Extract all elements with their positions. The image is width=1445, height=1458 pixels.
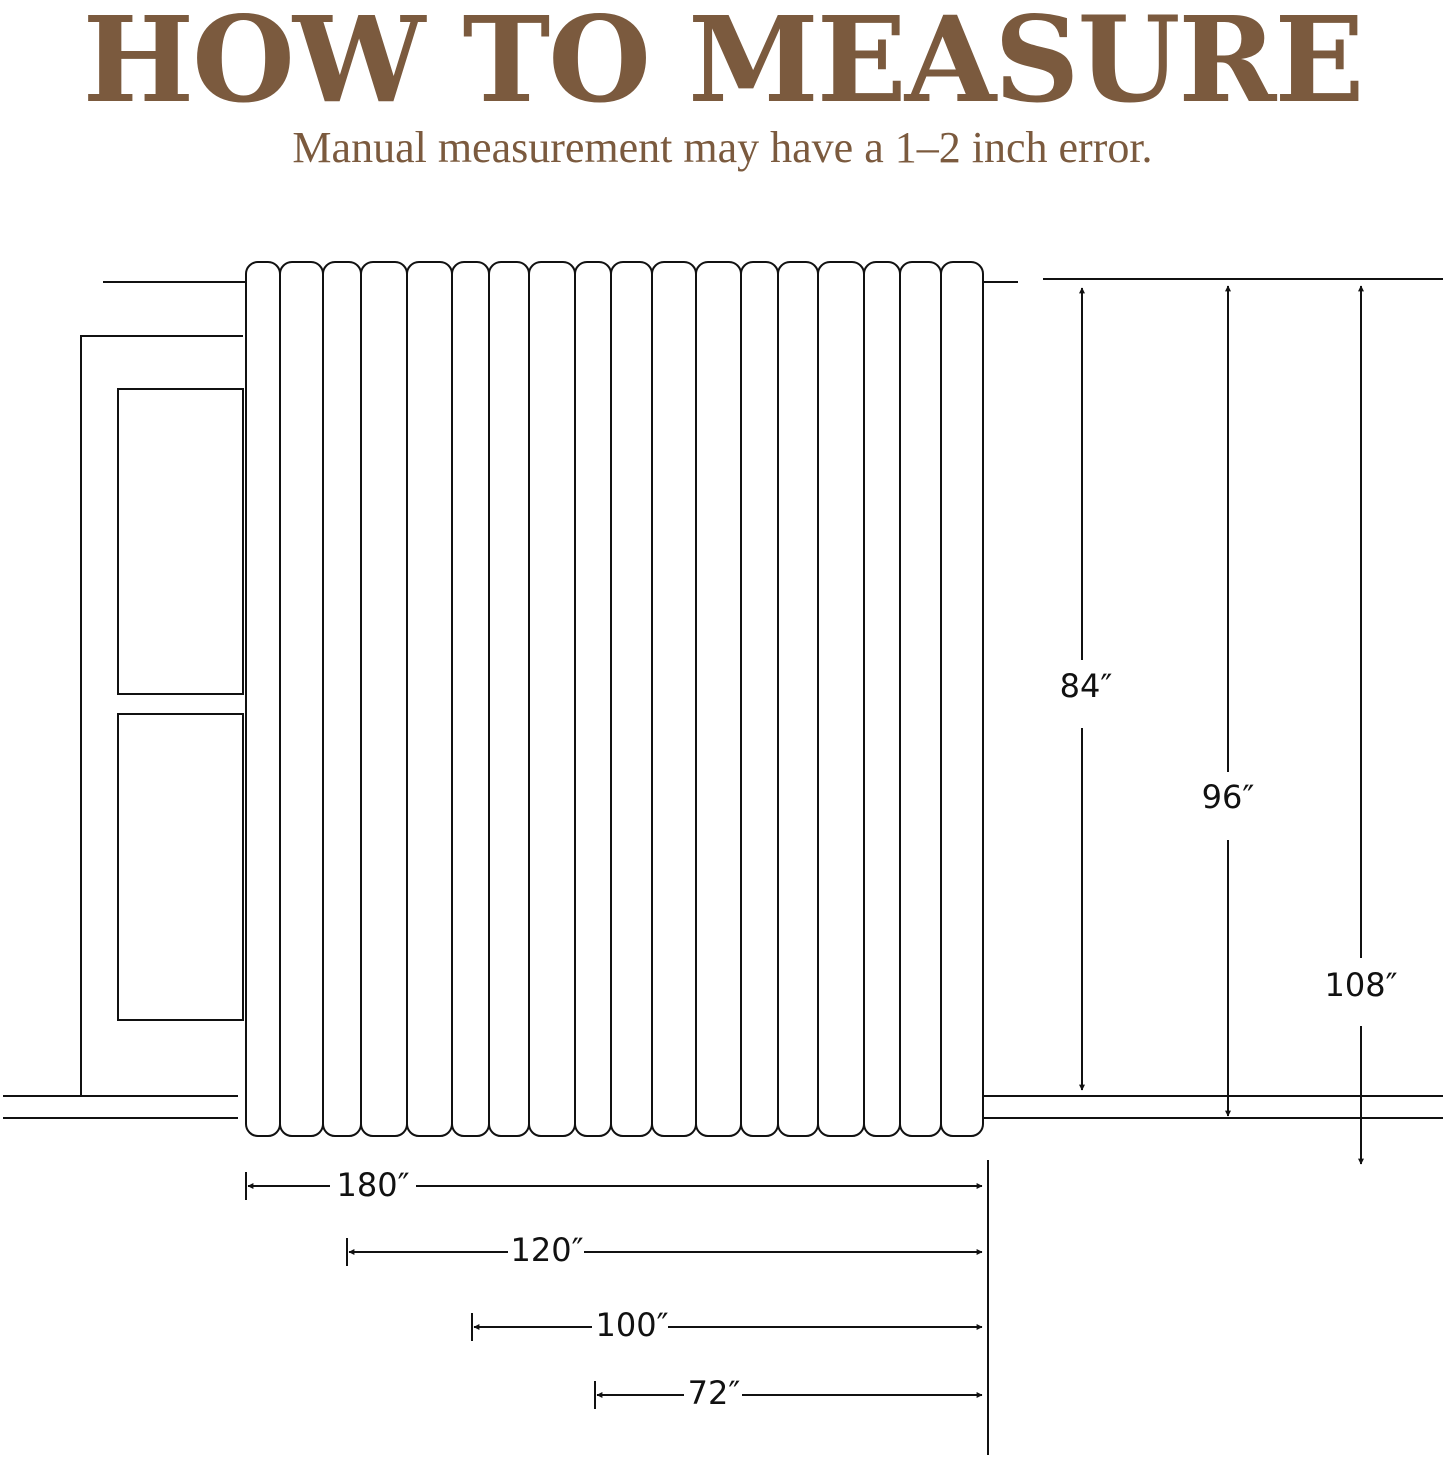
- width-dimension-120: [347, 1231, 982, 1269]
- width-dimension-180: [246, 1166, 982, 1204]
- page-subtitle: Manual measurement may have a 1–2 inch error.: [292, 123, 1153, 172]
- curtain-pleat: [611, 262, 652, 1136]
- curtain-pleat: [900, 262, 941, 1136]
- page-title: HOW TO MEASURE: [82, 0, 1363, 129]
- curtain-pleat: [407, 262, 452, 1136]
- curtain-pleat: [489, 262, 529, 1136]
- height-dimension-96: [1202, 286, 1255, 1116]
- curtain-pleat: [696, 262, 741, 1136]
- curtain-pleat: [575, 262, 611, 1136]
- height-label-96: 96″: [1201, 778, 1255, 816]
- curtain-panel: [246, 262, 983, 1136]
- curtain-pleat: [323, 262, 361, 1136]
- curtain-pleat: [864, 262, 900, 1136]
- curtain-pleat: [452, 262, 489, 1136]
- curtain-pleat: [818, 262, 864, 1136]
- curtain-pleat: [529, 262, 575, 1136]
- curtain-pleat: [280, 262, 323, 1136]
- curtain-pleat: [652, 262, 696, 1136]
- height-dimension-108: [1324, 286, 1397, 1164]
- width-label-180: 180″: [336, 1166, 410, 1204]
- width-label-72: 72″: [687, 1374, 741, 1412]
- curtain-pleat: [778, 262, 818, 1136]
- door-frame: [81, 336, 243, 1096]
- curtain-pleat: [246, 262, 280, 1136]
- curtain-pleat: [941, 262, 983, 1136]
- height-label-108: 108″: [1324, 966, 1398, 1004]
- curtain-pleat: [361, 262, 407, 1136]
- height-label-84: 84″: [1059, 667, 1113, 705]
- curtain-pleat: [741, 262, 778, 1136]
- width-dimension-100: [472, 1306, 982, 1344]
- width-dimension-72: [595, 1374, 982, 1412]
- height-dimension-84: [1060, 288, 1113, 1090]
- width-label-120: 120″: [510, 1231, 584, 1269]
- width-label-100: 100″: [595, 1306, 669, 1344]
